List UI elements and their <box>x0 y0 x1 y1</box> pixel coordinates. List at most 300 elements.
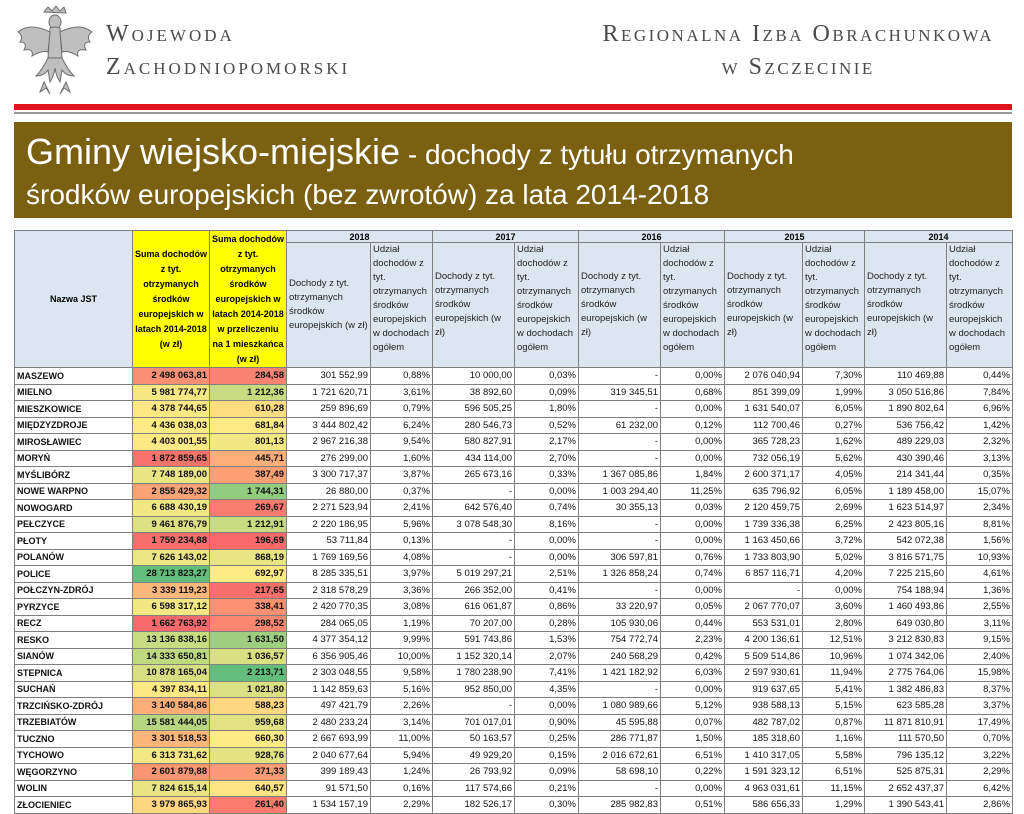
table-row <box>15 599 1013 616</box>
share-cell: 1,84% <box>661 467 725 484</box>
share-cell: 6,24% <box>371 417 433 434</box>
share-cell: 0,79% <box>371 401 433 418</box>
income-cell: 1 080 989,66 <box>579 698 661 715</box>
income-cell: 642 576,40 <box>433 500 515 517</box>
share-cell: 0,28% <box>515 615 579 632</box>
share-cell: 0,00% <box>803 582 865 599</box>
sum-cell: 2 498 063,81 <box>133 368 210 385</box>
share-cell: 0,35% <box>947 467 1013 484</box>
sum-cell: 3 339 119,23 <box>133 582 210 599</box>
share-cell: 1,60% <box>371 450 433 467</box>
sum-cell: 3 140 584,86 <box>133 698 210 715</box>
income-cell: 2 667 693,99 <box>287 731 371 748</box>
income-cell: 61 232,00 <box>579 417 661 434</box>
sum-cell: 15 581 444,05 <box>133 714 210 731</box>
table-row <box>15 615 1013 632</box>
sub-income-header: Dochody z tyt. otrzymanych środków europejskich (w zł) <box>725 243 803 368</box>
share-cell: 5,94% <box>371 747 433 764</box>
jst-name-cell: POLANÓW <box>15 549 133 566</box>
share-cell: 0,90% <box>515 714 579 731</box>
table-body <box>15 368 1013 814</box>
income-cell: 182 526,17 <box>433 797 515 814</box>
sum-cell: 6 688 430,19 <box>133 500 210 517</box>
voivode-line1: Wojewoda <box>106 21 235 47</box>
income-cell: 2 480 233,24 <box>287 714 371 731</box>
share-cell: 0,07% <box>661 714 725 731</box>
income-cell: 1 890 802,64 <box>865 401 947 418</box>
income-cell: - <box>579 516 661 533</box>
income-cell: 5 019 297,21 <box>433 566 515 583</box>
income-cell: 2 220 186,95 <box>287 516 371 533</box>
share-cell: 11,25% <box>661 483 725 500</box>
share-cell: 2,55% <box>947 599 1013 616</box>
share-cell: 0,44% <box>661 615 725 632</box>
share-cell: 7,84% <box>947 384 1013 401</box>
income-cell: 10 000,00 <box>433 368 515 385</box>
share-cell: 0,88% <box>371 368 433 385</box>
sum-cell: 6 598 317,12 <box>133 599 210 616</box>
income-cell: 1 631 540,07 <box>725 401 803 418</box>
sum-cell: 7 626 143,02 <box>133 549 210 566</box>
year-header-2016: 2016 <box>579 231 725 243</box>
table-row <box>15 665 1013 682</box>
per-capita-cell: 1 212,36 <box>210 384 287 401</box>
share-cell: 10,93% <box>947 549 1013 566</box>
income-cell: 754 772,74 <box>579 632 661 649</box>
title-banner <box>14 122 1012 218</box>
jst-name-cell: NOWOGARD <box>15 500 133 517</box>
income-cell: 2 775 764,06 <box>865 665 947 682</box>
per-capita-cell: 959,68 <box>210 714 287 731</box>
share-cell: 7,30% <box>803 368 865 385</box>
share-cell: 6,03% <box>661 665 725 682</box>
audit-chamber-line1: Regionalna Izba Obrachunkowa <box>602 21 994 47</box>
col-per-capita-header: Suma dochodów z tyt. otrzymanych środków europejskich w latach 2014-2018 w przeliczeniu na 1 mieszkańca (w zł) <box>210 231 287 368</box>
income-cell: 53 711,84 <box>287 533 371 550</box>
per-capita-cell: 868,19 <box>210 549 287 566</box>
year-header-2017: 2017 <box>433 231 579 243</box>
share-cell: 9,15% <box>947 632 1013 649</box>
income-cell: 732 056,19 <box>725 450 803 467</box>
share-cell: 0,00% <box>515 549 579 566</box>
per-capita-cell: 387,49 <box>210 467 287 484</box>
income-cell: 26 793,92 <box>433 764 515 781</box>
income-cell: 430 390,46 <box>865 450 947 467</box>
table-row <box>15 401 1013 418</box>
per-capita-cell: 640,57 <box>210 780 287 797</box>
year-header-2018: 2018 <box>287 231 433 243</box>
share-cell: 15,07% <box>947 483 1013 500</box>
share-cell: 4,61% <box>947 566 1013 583</box>
col-name-header: Nazwa JST <box>15 231 133 368</box>
table-row <box>15 797 1013 814</box>
jst-name-cell: TYCHOWO <box>15 747 133 764</box>
share-cell: 0,25% <box>515 731 579 748</box>
income-cell: 553 531,01 <box>725 615 803 632</box>
sum-cell: 7 824 615,14 <box>133 780 210 797</box>
jst-name-cell: PEŁCZYCE <box>15 516 133 533</box>
share-cell: 3,36% <box>371 582 433 599</box>
income-cell: 3 212 830,83 <box>865 632 947 649</box>
jst-name-cell: POŁCZYN-ZDRÓJ <box>15 582 133 599</box>
income-cell: 1 152 320,14 <box>433 648 515 665</box>
share-cell: 3,72% <box>803 533 865 550</box>
sub-income-header: Dochody z tyt. otrzymanych środków europejskich (w zł) <box>865 243 947 368</box>
income-cell: 214 341,44 <box>865 467 947 484</box>
table-row <box>15 500 1013 517</box>
share-cell: 5,15% <box>803 698 865 715</box>
sum-cell: 28 713 823,27 <box>133 566 210 583</box>
share-cell: 0,00% <box>661 780 725 797</box>
share-cell: 8,37% <box>947 681 1013 698</box>
income-cell: - <box>433 698 515 715</box>
income-cell: 482 787,02 <box>725 714 803 731</box>
table-row <box>15 417 1013 434</box>
table-row <box>15 632 1013 649</box>
per-capita-cell: 610,28 <box>210 401 287 418</box>
income-cell: 266 352,00 <box>433 582 515 599</box>
income-cell: 616 061,87 <box>433 599 515 616</box>
per-capita-cell: 261,40 <box>210 797 287 814</box>
income-cell: 70 207,00 <box>433 615 515 632</box>
jst-name-cell: MIELNO <box>15 384 133 401</box>
income-cell: 240 568,29 <box>579 648 661 665</box>
income-cell: 754 188,94 <box>865 582 947 599</box>
jst-name-cell: MASZEWO <box>15 368 133 385</box>
share-cell: 3,87% <box>371 467 433 484</box>
share-cell: 6,05% <box>803 483 865 500</box>
share-cell: 5,41% <box>803 681 865 698</box>
income-cell: 105 930,06 <box>579 615 661 632</box>
audit-chamber-name <box>602 18 994 84</box>
share-cell: 0,30% <box>515 797 579 814</box>
income-cell: 1 074 342,06 <box>865 648 947 665</box>
share-cell: 2,51% <box>515 566 579 583</box>
income-cell: 399 189,43 <box>287 764 371 781</box>
income-cell: 525 875,31 <box>865 764 947 781</box>
per-capita-cell: 445,71 <box>210 450 287 467</box>
income-cell: - <box>579 533 661 550</box>
share-cell: 0,87% <box>803 714 865 731</box>
sum-cell: 9 461 876,79 <box>133 516 210 533</box>
share-cell: 0,74% <box>661 566 725 583</box>
share-cell: 8,81% <box>947 516 1013 533</box>
income-cell: 1 163 450,66 <box>725 533 803 550</box>
income-cell: 1 003 294,40 <box>579 483 661 500</box>
share-cell: 1,62% <box>803 434 865 451</box>
share-cell: 1,24% <box>371 764 433 781</box>
per-capita-cell: 1 036,57 <box>210 648 287 665</box>
per-capita-cell: 2 213,71 <box>210 665 287 682</box>
income-cell: 286 771,87 <box>579 731 661 748</box>
per-capita-cell: 217,65 <box>210 582 287 599</box>
per-capita-cell: 371,33 <box>210 764 287 781</box>
income-cell: - <box>579 582 661 599</box>
income-cell: - <box>433 483 515 500</box>
share-cell: 6,51% <box>803 764 865 781</box>
share-cell: 0,37% <box>371 483 433 500</box>
share-cell: 2,86% <box>947 797 1013 814</box>
eagle-emblem-icon <box>14 6 94 96</box>
income-cell: 3 444 802,42 <box>287 417 371 434</box>
per-capita-cell: 660,30 <box>210 731 287 748</box>
share-cell: 1,99% <box>803 384 865 401</box>
income-cell: 2 076 040,94 <box>725 368 803 385</box>
income-cell: 1 189 458,00 <box>865 483 947 500</box>
page-header <box>0 0 1024 102</box>
sub-share-header: Udział dochodów z tyt. otrzymanych środków europejskich w dochodach ogółem <box>803 243 865 368</box>
share-cell: 0,22% <box>661 764 725 781</box>
title-rest: - dochody z tytułu otrzymanych <box>400 139 794 170</box>
red-divider <box>14 104 1012 110</box>
share-cell: 4,35% <box>515 681 579 698</box>
jst-name-cell: PŁOTY <box>15 533 133 550</box>
income-cell: 49 929,20 <box>433 747 515 764</box>
share-cell: 2,32% <box>947 434 1013 451</box>
income-cell: 596 505,25 <box>433 401 515 418</box>
table-row <box>15 450 1013 467</box>
share-cell: 0,00% <box>515 533 579 550</box>
jst-name-cell: POLICE <box>15 566 133 583</box>
share-cell: 5,16% <box>371 681 433 698</box>
jst-name-cell: RESKO <box>15 632 133 649</box>
income-cell: 45 595,88 <box>579 714 661 731</box>
income-cell: - <box>725 582 803 599</box>
table-row <box>15 467 1013 484</box>
jst-name-cell: NOWE WARPNO <box>15 483 133 500</box>
share-cell: 11,00% <box>371 731 433 748</box>
share-cell: 0,27% <box>803 417 865 434</box>
sum-cell: 2 855 429,32 <box>133 483 210 500</box>
income-cell: 434 114,00 <box>433 450 515 467</box>
income-cell: 1 460 493,86 <box>865 599 947 616</box>
share-cell: 0,13% <box>371 533 433 550</box>
income-cell: 1 721 620,71 <box>287 384 371 401</box>
share-cell: 2,26% <box>371 698 433 715</box>
share-cell: 2,34% <box>947 500 1013 517</box>
share-cell: 2,69% <box>803 500 865 517</box>
share-cell: 0,52% <box>515 417 579 434</box>
share-cell: 3,60% <box>803 599 865 616</box>
table-row <box>15 516 1013 533</box>
share-cell: 9,58% <box>371 665 433 682</box>
income-cell: 265 673,16 <box>433 467 515 484</box>
income-cell: 542 072,38 <box>865 533 947 550</box>
table-row <box>15 681 1013 698</box>
income-cell: - <box>579 434 661 451</box>
share-cell: 1,53% <box>515 632 579 649</box>
share-cell: 3,61% <box>371 384 433 401</box>
table-row <box>15 566 1013 583</box>
share-cell: 3,13% <box>947 450 1013 467</box>
income-cell: 580 827,91 <box>433 434 515 451</box>
share-cell: 5,62% <box>803 450 865 467</box>
share-cell: 0,00% <box>661 533 725 550</box>
share-cell: 6,05% <box>803 401 865 418</box>
income-cell: - <box>579 780 661 797</box>
income-cell: 319 345,51 <box>579 384 661 401</box>
income-cell: 851 399,09 <box>725 384 803 401</box>
share-cell: 0,76% <box>661 549 725 566</box>
jst-name-cell: TRZEBIATÓW <box>15 714 133 731</box>
table-row <box>15 434 1013 451</box>
share-cell: 0,09% <box>515 384 579 401</box>
income-cell: - <box>579 401 661 418</box>
table-row <box>15 648 1013 665</box>
share-cell: 5,12% <box>661 698 725 715</box>
share-cell: 2,41% <box>371 500 433 517</box>
income-cell: 635 796,92 <box>725 483 803 500</box>
share-cell: 0,44% <box>947 368 1013 385</box>
per-capita-cell: 1 744,31 <box>210 483 287 500</box>
income-cell: 2 271 523,94 <box>287 500 371 517</box>
sum-cell: 14 333 650,81 <box>133 648 210 665</box>
share-cell: 2,80% <box>803 615 865 632</box>
share-cell: 12,51% <box>803 632 865 649</box>
per-capita-cell: 801,13 <box>210 434 287 451</box>
table-row <box>15 747 1013 764</box>
income-cell: - <box>579 450 661 467</box>
jst-name-cell: MIROSŁAWIEC <box>15 434 133 451</box>
sum-cell: 1 759 234,88 <box>133 533 210 550</box>
sum-cell: 5 981 774,77 <box>133 384 210 401</box>
sub-share-header: Udział dochodów z tyt. otrzymanych środków europejskich w dochodach ogółem <box>371 243 433 368</box>
per-capita-cell: 196,69 <box>210 533 287 550</box>
share-cell: 0,74% <box>515 500 579 517</box>
sum-cell: 10 878 165,04 <box>133 665 210 682</box>
share-cell: 3,97% <box>371 566 433 583</box>
table-row <box>15 714 1013 731</box>
income-cell: 117 574,66 <box>433 780 515 797</box>
jst-name-cell: STEPNICA <box>15 665 133 682</box>
income-cell: 1 591 323,12 <box>725 764 803 781</box>
income-cell: 536 756,42 <box>865 417 947 434</box>
share-cell: 1,50% <box>661 731 725 748</box>
income-cell: 2 597 930,61 <box>725 665 803 682</box>
income-cell: 2 318 578,29 <box>287 582 371 599</box>
sum-cell: 2 601 879,88 <box>133 764 210 781</box>
income-cell: 2 652 437,37 <box>865 780 947 797</box>
year-header-2015: 2015 <box>725 231 865 243</box>
table-head <box>15 231 1013 368</box>
share-cell: 1,42% <box>947 417 1013 434</box>
share-cell: 0,05% <box>661 599 725 616</box>
per-capita-cell: 298,52 <box>210 615 287 632</box>
income-cell: 497 421,79 <box>287 698 371 715</box>
income-cell: 111 570,50 <box>865 731 947 748</box>
share-cell: 1,16% <box>803 731 865 748</box>
share-cell: 9,99% <box>371 632 433 649</box>
share-cell: 0,42% <box>661 648 725 665</box>
share-cell: 1,36% <box>947 582 1013 599</box>
share-cell: 15,98% <box>947 665 1013 682</box>
table-row <box>15 384 1013 401</box>
share-cell: 1,29% <box>803 797 865 814</box>
table-row <box>15 698 1013 715</box>
share-cell: 17,49% <box>947 714 1013 731</box>
sub-income-header: Dochody z tyt. otrzymanych środków europejskich (w zł) <box>579 243 661 368</box>
share-cell: 3,22% <box>947 747 1013 764</box>
income-cell: - <box>433 549 515 566</box>
share-cell: 2,70% <box>515 450 579 467</box>
jst-name-cell: RECZ <box>15 615 133 632</box>
income-cell: 3 078 548,30 <box>433 516 515 533</box>
data-table <box>14 230 1013 814</box>
share-cell: 1,80% <box>515 401 579 418</box>
income-cell: 11 871 810,91 <box>865 714 947 731</box>
voivode-line2: Zachodniopomorski <box>106 54 351 80</box>
income-cell: 33 220,97 <box>579 599 661 616</box>
income-cell: 50 163,57 <box>433 731 515 748</box>
income-cell: - <box>433 533 515 550</box>
share-cell: 2,23% <box>661 632 725 649</box>
share-cell: 3,11% <box>947 615 1013 632</box>
jst-name-cell: MIĘDZYZDROJE <box>15 417 133 434</box>
income-cell: 919 637,65 <box>725 681 803 698</box>
income-cell: 2 423 805,16 <box>865 516 947 533</box>
sub-share-header: Udział dochodów z tyt. otrzymanych środków europejskich w dochodach ogółem <box>515 243 579 368</box>
income-cell: - <box>579 368 661 385</box>
share-cell: 3,08% <box>371 599 433 616</box>
per-capita-cell: 681,84 <box>210 417 287 434</box>
sum-cell: 4 436 038,03 <box>133 417 210 434</box>
income-cell: 38 892,60 <box>433 384 515 401</box>
income-cell: 796 135,12 <box>865 747 947 764</box>
jst-name-cell: SUCHAŃ <box>15 681 133 698</box>
table-row <box>15 731 1013 748</box>
share-cell: 0,00% <box>661 516 725 533</box>
income-cell: 6 857 116,71 <box>725 566 803 583</box>
share-cell: 11,15% <box>803 780 865 797</box>
jst-name-cell: WĘGORZYNO <box>15 764 133 781</box>
col-sum-header: Suma dochodów z tyt. otrzymanych środków europejskich w latach 2014-2018 (w zł) <box>133 231 210 368</box>
table-row <box>15 368 1013 385</box>
jst-name-cell: TRZCIŃSKO-ZDRÓJ <box>15 698 133 715</box>
income-cell: - <box>579 681 661 698</box>
share-cell: 0,51% <box>661 797 725 814</box>
audit-chamber-line2: w Szczecinie <box>721 54 875 80</box>
share-cell: 6,42% <box>947 780 1013 797</box>
share-cell: 0,03% <box>661 500 725 517</box>
share-cell: 2,17% <box>515 434 579 451</box>
income-cell: 938 588,13 <box>725 698 803 715</box>
grey-divider <box>14 112 1012 114</box>
share-cell: 2,29% <box>947 764 1013 781</box>
income-cell: 3 300 717,37 <box>287 467 371 484</box>
share-cell: 10,96% <box>803 648 865 665</box>
table-row <box>15 780 1013 797</box>
share-cell: 10,00% <box>371 648 433 665</box>
share-cell: 0,00% <box>515 698 579 715</box>
share-cell: 4,05% <box>803 467 865 484</box>
sub-share-header: Udział dochodów z tyt. otrzymanych środków europejskich w dochodach ogółem <box>661 243 725 368</box>
income-cell: 2 303 048,55 <box>287 665 371 682</box>
sub-share-header: Udział dochodów z tyt. otrzymanych środków europejskich w dochodach ogółem <box>947 243 1013 368</box>
table-row <box>15 483 1013 500</box>
share-cell: 9,54% <box>371 434 433 451</box>
share-cell: 6,51% <box>661 747 725 764</box>
income-cell: 2 040 677,64 <box>287 747 371 764</box>
income-cell: 301 552,99 <box>287 368 371 385</box>
year-header-row <box>15 231 1013 243</box>
share-cell: 0,41% <box>515 582 579 599</box>
income-cell: 110 469,88 <box>865 368 947 385</box>
share-cell: 0,00% <box>515 483 579 500</box>
per-capita-cell: 588,23 <box>210 698 287 715</box>
share-cell: 4,20% <box>803 566 865 583</box>
income-cell: 1 780 238,90 <box>433 665 515 682</box>
income-cell: 280 546,73 <box>433 417 515 434</box>
